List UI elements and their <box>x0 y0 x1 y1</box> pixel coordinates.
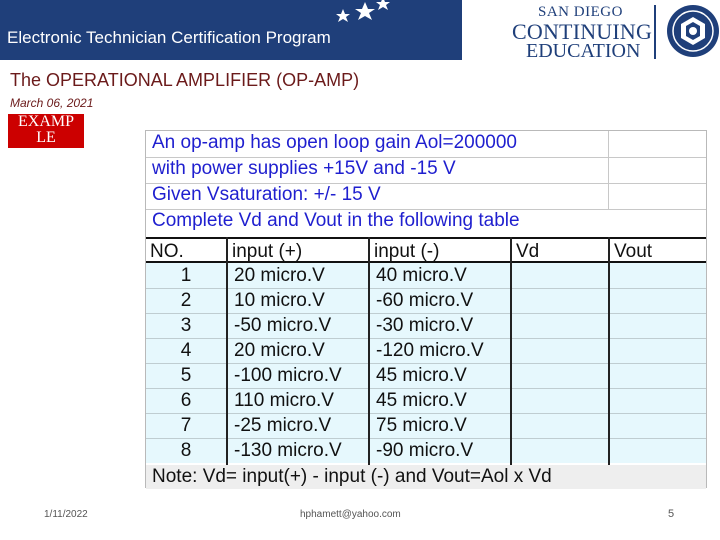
logo-line-1: SAN DIEGO <box>538 4 623 20</box>
cell-no: 2 <box>180 290 192 311</box>
row-divider <box>146 438 706 439</box>
note-row <box>146 465 706 489</box>
problem-text: An op-amp has open loop gain Aol=200000 <box>152 132 517 153</box>
cell-no: 7 <box>180 415 192 436</box>
cell-no: 5 <box>180 365 192 386</box>
slide-title: The OPERATIONAL AMPLIFIER (OP-AMP) <box>10 70 360 90</box>
cell-vd <box>514 338 608 363</box>
seal-icon <box>666 4 720 58</box>
problem-text: Given Vsaturation: +/- 15 V <box>152 184 381 205</box>
cell-input-minus: -60 micro.V <box>376 290 474 311</box>
problem-line <box>146 209 706 234</box>
column-separator <box>608 237 610 465</box>
cell-vout <box>612 413 706 438</box>
cell-vout <box>612 363 706 388</box>
cell-vd <box>514 288 608 313</box>
problem-table <box>145 130 707 488</box>
column-separator <box>510 237 512 465</box>
cell-vout <box>612 288 706 313</box>
cell-no: 1 <box>180 265 192 286</box>
cell-input-minus: 45 micro.V <box>376 365 467 386</box>
cell-input-plus: -25 micro.V <box>234 415 332 436</box>
column-separator <box>368 237 370 465</box>
cell-input-plus: 20 micro.V <box>234 340 325 361</box>
cell-no: 6 <box>180 390 192 411</box>
header-input-plus: input (+) <box>232 241 303 262</box>
row-divider <box>146 288 706 289</box>
cell-vout <box>612 438 706 463</box>
footer-date: 1/11/2022 <box>44 509 88 520</box>
logo-divider <box>654 5 656 59</box>
table-row <box>146 413 706 438</box>
cell-input-minus: 40 micro.V <box>376 265 467 286</box>
program-title: Electronic Technician Certification Program <box>7 28 331 47</box>
row-divider <box>146 388 706 389</box>
cell-input-plus: 110 micro.V <box>234 390 334 411</box>
cell-vout <box>612 388 706 413</box>
row-divider <box>146 363 706 364</box>
cell-vd <box>514 438 608 463</box>
header-vout: Vout <box>614 241 653 262</box>
cell-input-plus: -100 micro.V <box>234 365 342 386</box>
table-row <box>146 313 706 338</box>
cell-input-plus: -50 micro.V <box>234 315 332 336</box>
table-header-row <box>146 237 706 263</box>
cell-input-minus: 75 micro.V <box>376 415 467 436</box>
column-separator <box>226 237 228 465</box>
cell-no: 8 <box>180 440 192 461</box>
header-no: NO. <box>150 241 184 262</box>
cell-vout <box>612 263 706 288</box>
note-text: Note: Vd= input(+) - input (-) and Vout=Aol x Vd <box>152 466 552 487</box>
cell-vout <box>612 338 706 363</box>
table-row <box>146 263 706 288</box>
logo-line-3: EDUCATION <box>526 40 641 62</box>
slide-date: March 06, 2021 <box>10 96 94 110</box>
footer-email: hphamett@yahoo.com <box>300 509 401 520</box>
table-row <box>146 388 706 413</box>
header-input-minus: input (-) <box>374 241 440 262</box>
problem-line <box>146 157 706 182</box>
table-body <box>146 263 706 463</box>
example-label: EXAMP LE <box>8 114 84 148</box>
cell-vd <box>514 413 608 438</box>
cell-vd <box>514 388 608 413</box>
cell-input-minus: -90 micro.V <box>376 440 474 461</box>
table-row <box>146 338 706 363</box>
cell-vout <box>612 313 706 338</box>
cell-input-minus: -30 micro.V <box>376 315 474 336</box>
row-divider <box>146 313 706 314</box>
grid-line <box>608 131 609 209</box>
cell-input-minus: 45 micro.V <box>376 390 467 411</box>
cell-input-plus: -130 micro.V <box>234 440 342 461</box>
logo-line-2: CONTINUING <box>512 19 653 44</box>
table-row <box>146 288 706 313</box>
page-number: 5 <box>668 508 675 520</box>
problem-text: Complete Vd and Vout in the following table <box>152 210 520 231</box>
logo-wordmark <box>508 2 653 62</box>
slide-header <box>0 0 720 62</box>
cell-vd <box>514 263 608 288</box>
table-row <box>146 438 706 463</box>
problem-line <box>146 183 706 208</box>
cell-no: 3 <box>180 315 192 336</box>
row-divider <box>146 413 706 414</box>
table-row <box>146 363 706 388</box>
cell-input-plus: 20 micro.V <box>234 265 325 286</box>
problem-line <box>146 131 706 156</box>
row-divider <box>146 338 706 339</box>
problem-text: with power supplies +15V and -15 V <box>152 158 456 179</box>
cell-vd <box>514 313 608 338</box>
sdce-logo <box>508 2 718 60</box>
cell-no: 4 <box>180 340 192 361</box>
cell-input-minus: -120 micro.V <box>376 340 484 361</box>
header-vd: Vd <box>516 241 540 262</box>
cell-input-plus: 10 micro.V <box>234 290 325 311</box>
cell-vd <box>514 363 608 388</box>
stars-icon <box>330 0 400 30</box>
